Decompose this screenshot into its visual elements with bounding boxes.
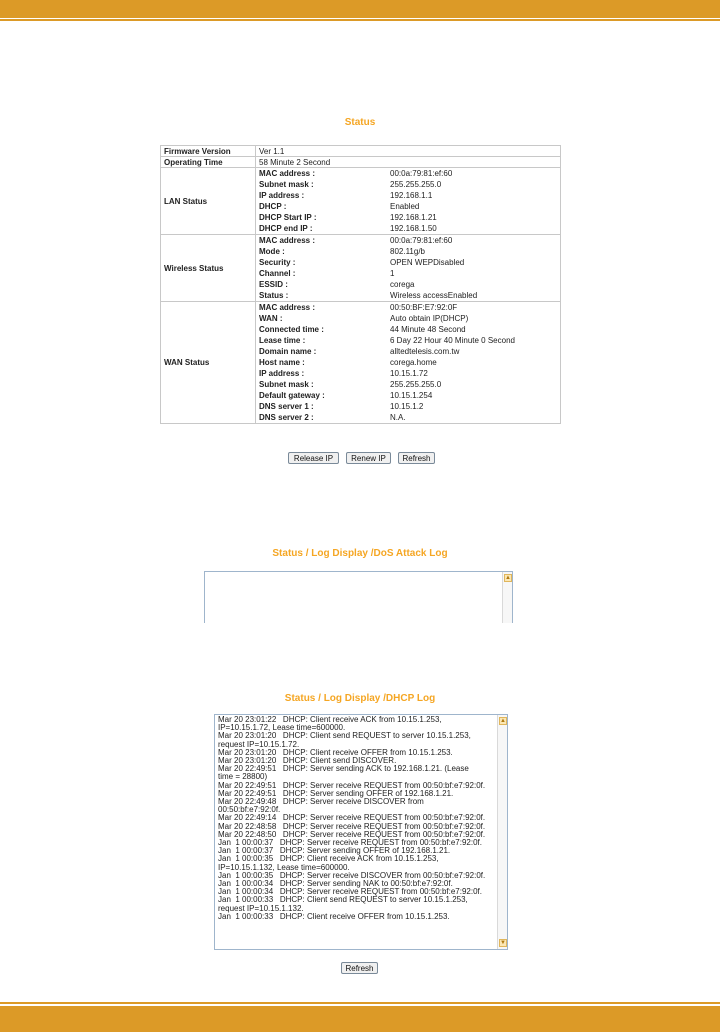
lan-value: 192.168.1.1 (390, 191, 433, 200)
wan-key: Host name : (259, 358, 305, 367)
lan-row (259, 212, 557, 223)
wan-row (259, 412, 557, 423)
wireless-status-group (256, 235, 561, 302)
wan-row (259, 324, 557, 335)
wan-key: Domain name : (259, 347, 317, 356)
lan-value: 255.255.255.0 (390, 180, 442, 189)
top-divider (0, 19, 720, 21)
wireless-value: 802.11g/b (390, 247, 425, 256)
lan-row (259, 168, 557, 179)
dhcp-log-box[interactable] (214, 714, 508, 950)
wan-value: corega.home (390, 358, 437, 367)
wan-key: IP address : (259, 369, 305, 378)
wireless-row (259, 257, 557, 268)
dos-log-title: Status / Log Display /DoS Attack Log (272, 548, 448, 559)
top-banner (0, 0, 720, 18)
wan-value: 10.15.1.254 (390, 391, 433, 400)
wan-value: 10.15.1.2 (390, 402, 424, 411)
release-ip-button[interactable]: Release IP (288, 452, 339, 464)
optime-label: Operating Time (161, 157, 256, 168)
wireless-key: Status : (259, 291, 289, 300)
wireless-value: corega (390, 280, 415, 289)
dhcp-log-scrollbar[interactable] (497, 715, 507, 949)
wan-key: Connected time : (259, 325, 324, 334)
wan-status-label: WAN Status (161, 302, 256, 424)
refresh-dhcp-log-button[interactable]: Refresh (341, 962, 378, 974)
lan-value: 192.168.1.50 (390, 224, 437, 233)
lan-key: MAC address : (259, 169, 316, 178)
wan-value: N.A. (390, 413, 406, 422)
wireless-row (259, 235, 557, 246)
wireless-row (259, 290, 557, 301)
wireless-key: MAC address : (259, 236, 316, 245)
wireless-value: 1 (390, 269, 395, 278)
wan-value: 255.255.255.0 (390, 380, 442, 389)
wan-key: DNS server 2 : (259, 413, 314, 422)
wireless-row (259, 279, 557, 290)
bottom-divider (0, 1002, 720, 1004)
lan-key: IP address : (259, 191, 305, 200)
refresh-status-button[interactable]: Refresh (398, 452, 435, 464)
wan-key: Subnet mask : (259, 380, 314, 389)
status-title: Status (344, 117, 376, 128)
lan-value: 00:0a:79:81:ef:60 (390, 169, 453, 178)
lan-status-label: LAN Status (161, 168, 256, 235)
wan-value: 6 Day 22 Hour 40 Minute 0 Second (390, 336, 515, 345)
wireless-key: Mode : (259, 247, 285, 256)
wan-row (259, 401, 557, 412)
lan-row (259, 190, 557, 201)
lan-key: DHCP Start IP : (259, 213, 317, 222)
wan-row (259, 379, 557, 390)
lan-row (259, 201, 557, 212)
wireless-key: Security : (259, 258, 296, 267)
dhcp-log-text: Mar 20 23:01:22 DHCP: Client receive ACK from 10.15.1.253, IP=10.15.1.72, Lease time=600000. Mar 20 23:01:20 DHCP: Client send REQUEST to server 10.15.1.253, request IP=10.15.1.72. Mar 20 23:01:20 DHCP: Client receive OFFER from 10.15.1.253. Mar 20 23:01:20 DHCP: Client send DISCOVER. Mar 20 22:49:51 DHCP: Server sending ACK to 192.168.1.21. (Lease time = 28800) Mar 20 22:49:51 DHCP: Server receive REQUEST from 00:50:bf:e7:92:0f. Mar 20 22:49:51 DHCP: Server sending OFFER of 192.168.1.21. Mar 20 22:49:48 DHCP: Server receive DISCOVER from 00:50:bf:e7:92:0f. Mar 20 22:49:14 DHCP: Server receive REQUEST from 00:50:bf:e7:92:0f. Mar 20 22:48:58 DHCP: Server receive REQUEST from 00:50:bf:e7:92:0f. Mar 20 22:48:50 DHCP: Server receive REQUEST from 00:50:bf:e7:92:0f. Jan 1 00:00:37 DHCP: Server receive REQUEST from 00:50:bf:e7:92:0f. Jan 1 00:00:37 DHCP: Server sending OFFER of 192.168.1.21. Jan 1 00:00:35 DHCP: Client receive ACK from 10.15.1.253, IP=10.15.1.132, Lease time=600000. Jan 1 00:00:35 DHCP: Server receive DISCOVER from 00:50:bf:e7:92:0f. Jan 1 00:00:34 DHCP: Server sending NAK to 00:50:bf:e7:92:0f. Jan 1 00:00:34 DHCP: Server receive REQUEST from 00:50:bf:e7:92:0f. Jan 1 00:00:33 DHCP: Client send REQUEST to server 10.15.1.253, request IP=10.15.1.132. Jan 1 00:00:33 DHCP: Client receive OFFER from 10.15.1.253. (218, 715, 486, 921)
lan-key: Subnet mask : (259, 180, 314, 189)
wireless-row (259, 246, 557, 257)
wan-row (259, 390, 557, 401)
wan-value: Auto obtain IP(DHCP) (390, 314, 469, 323)
wan-key: WAN : (259, 314, 283, 323)
wan-key: Default gateway : (259, 391, 325, 400)
lan-row (259, 223, 557, 234)
wan-value: 44 Minute 48 Second (390, 325, 466, 334)
wireless-status-label: Wireless Status (161, 235, 256, 302)
wan-key: MAC address : (259, 303, 316, 312)
wireless-key: ESSID : (259, 280, 288, 289)
wan-row (259, 313, 557, 324)
wireless-value: 00:0a:79:81:ef:60 (390, 236, 453, 245)
wireless-key: Channel : (259, 269, 296, 278)
wan-row (259, 368, 557, 379)
bottom-banner (0, 1006, 720, 1032)
wan-key: Lease time : (259, 336, 306, 345)
lan-key: DHCP end IP : (259, 224, 313, 233)
wan-value: 00:50:BF:E7:92:0F (390, 303, 458, 312)
firmware-value: Ver 1.1 (256, 146, 561, 157)
lan-key: DHCP : (259, 202, 287, 211)
wan-key: DNS server 1 : (259, 402, 314, 411)
wan-row (259, 346, 557, 357)
lan-status-group (256, 168, 561, 235)
wan-value: alltedtelesis.com.tw (390, 347, 460, 356)
scroll-up-arrow-icon[interactable]: ▲ (505, 575, 511, 581)
renew-ip-button[interactable]: Renew IP (346, 452, 391, 464)
lan-value: Enabled (390, 202, 420, 211)
lan-row (259, 179, 557, 190)
dos-log-box[interactable] (204, 571, 513, 623)
lan-value: 192.168.1.21 (390, 213, 437, 222)
scroll-up-arrow-icon[interactable]: ▲ (500, 718, 506, 724)
status-table (160, 145, 561, 424)
wireless-value: OPEN WEPDisabled (390, 258, 465, 267)
dos-log-scrollbar[interactable] (502, 572, 512, 623)
wan-row (259, 302, 557, 313)
wireless-row (259, 268, 557, 279)
dhcp-log-title: Status / Log Display /DHCP Log (284, 693, 436, 704)
optime-value: 58 Minute 2 Second (256, 157, 561, 168)
wan-status-group (256, 302, 561, 424)
wan-row (259, 357, 557, 368)
wan-value: 10.15.1.72 (390, 369, 428, 378)
wan-row (259, 335, 557, 346)
wireless-value: Wireless accessEnabled (390, 291, 478, 300)
firmware-label: Firmware Version (161, 146, 256, 157)
scroll-down-arrow-icon[interactable]: ▼ (500, 940, 506, 946)
